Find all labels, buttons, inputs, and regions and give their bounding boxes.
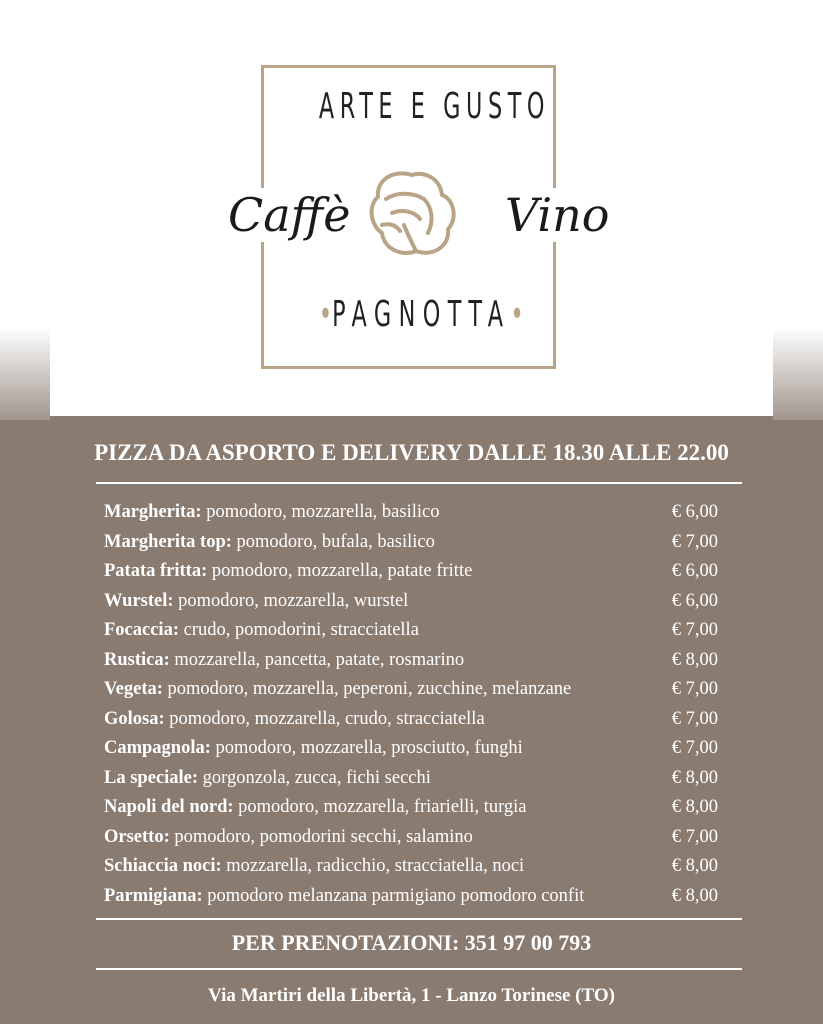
menu-item-desc [104,650,464,671]
menu-item-price: € 7,00 [671,620,718,641]
menu-item-ingredients: pomodoro, mozzarella, friarielli, turgia [233,797,527,818]
menu-item-price: € 8,00 [671,856,718,877]
menu-item-desc [104,620,419,641]
logo [228,65,610,369]
menu-item-price: € 6,00 [671,502,718,523]
menu-item-price: € 7,00 [671,826,718,847]
menu-item-name: Schiaccia noci: [104,856,222,877]
menu-item-desc [104,679,571,700]
logo-bottom-text [318,294,524,335]
menu-item-name: Orsetto: [104,826,170,847]
menu-item-name: Wurstel: [104,590,174,611]
menu-item-ingredients: crudo, pomodorini, stracciatella [179,620,419,641]
left-edge-shade [0,0,50,420]
menu-item-ingredients: mozzarella, radicchio, stracciatella, noci [221,856,525,877]
menu-item [104,675,718,705]
menu-item-name: Parmigiana: [104,885,203,906]
logo-top-text: ARTE E GUSTO [318,86,551,127]
menu-item [104,498,718,528]
menu-item-desc [104,532,435,553]
menu-item-name: Campagnola: [104,738,211,759]
menu-item-desc [104,591,408,612]
menu-item-ingredients: mozzarella, pancetta, patate, rosmarino [169,649,465,670]
bread-icon [362,163,462,263]
menu-title: PIZZA DA ASPORTO E DELIVERY DALLE 18.30 ALLE 22.00 [94,440,729,465]
menu-item-name: Patata fritta: [104,561,208,582]
menu-item-desc [104,709,485,730]
logo-script-vino: Vino [499,188,615,242]
menu-item [104,734,718,764]
menu-item-ingredients: pomodoro, mozzarella, crudo, stracciatella [164,708,485,729]
menu-item-desc [104,768,431,789]
menu-item-price: € 8,00 [671,797,718,818]
menu-item-price: € 7,00 [671,531,718,552]
menu-item [104,705,718,735]
menu-item [104,764,718,794]
address: Via Martiri della Libertà, 1 - Lanzo Torinese (TO) [208,985,615,1006]
menu-item-ingredients: pomodoro melanzana parmigiano pomodoro confit [202,885,585,906]
menu-item-ingredients: pomodoro, mozzarella, wurstel [173,590,409,611]
menu-item-name: Margherita top: [104,531,232,552]
logo-bottom-label: PAGNOTTA [332,294,511,335]
menu-item-price: € 7,00 [671,738,718,759]
menu-item-price: € 7,00 [671,679,718,700]
menu-item-desc [104,797,527,818]
right-edge-shade [773,0,823,420]
menu-item-price: € 8,00 [671,649,718,670]
menu-item-desc [104,827,473,848]
menu-item-desc [104,502,439,523]
menu-item-price: € 6,00 [671,590,718,611]
menu-item-desc [104,561,472,582]
menu-item-name: Focaccia: [104,620,179,641]
divider-middle [96,918,742,920]
menu-item [104,823,718,853]
menu-item [104,616,718,646]
menu-item-ingredients: pomodoro, mozzarella, basilico [201,502,440,523]
menu-item [104,528,718,558]
dot-right-icon: • [510,294,524,335]
menu-item-ingredients: pomodoro, mozzarella, patate fritte [207,561,473,582]
menu-item-name: Napoli del nord: [104,797,234,818]
menu-item-ingredients: pomodoro, mozzarella, peperoni, zucchine, melanzane [162,679,572,700]
booking-phone: PER PRENOTAZIONI: 351 97 00 793 [231,930,592,955]
menu-item-price: € 8,00 [671,885,718,906]
menu-item-ingredients: pomodoro, bufala, basilico [231,531,435,552]
menu-item-ingredients: pomodoro, pomodorini secchi, salamino [169,826,473,847]
divider-bottom [96,968,742,970]
menu-item-name: Margherita: [104,502,202,523]
menu-item [104,646,718,676]
menu-item-name: Rustica: [104,649,170,670]
menu-item-desc [104,886,584,907]
menu-item-ingredients: gorgonzola, zucca, fichi secchi [198,767,431,788]
menu-item [104,557,718,587]
menu-item-ingredients: pomodoro, mozzarella, prosciutto, funghi [210,738,523,759]
menu-item-desc [104,738,523,759]
dot-left-icon: • [318,294,333,335]
logo-script-caffe: Caffè [222,188,356,242]
menu-item [104,793,718,823]
menu-list [104,498,718,911]
menu-item [104,882,718,912]
menu-item-price: € 6,00 [671,561,718,582]
menu-item-name: La speciale: [104,767,199,788]
menu-item-name: Golosa: [104,708,165,729]
header-logo-area [50,0,773,416]
menu-item-price: € 8,00 [671,767,718,788]
menu-item [104,587,718,617]
menu-item [104,852,718,882]
divider-top [96,482,742,484]
menu-item-desc [104,856,524,877]
menu-item-price: € 7,00 [671,708,718,729]
menu-item-name: Vegeta: [104,679,163,700]
